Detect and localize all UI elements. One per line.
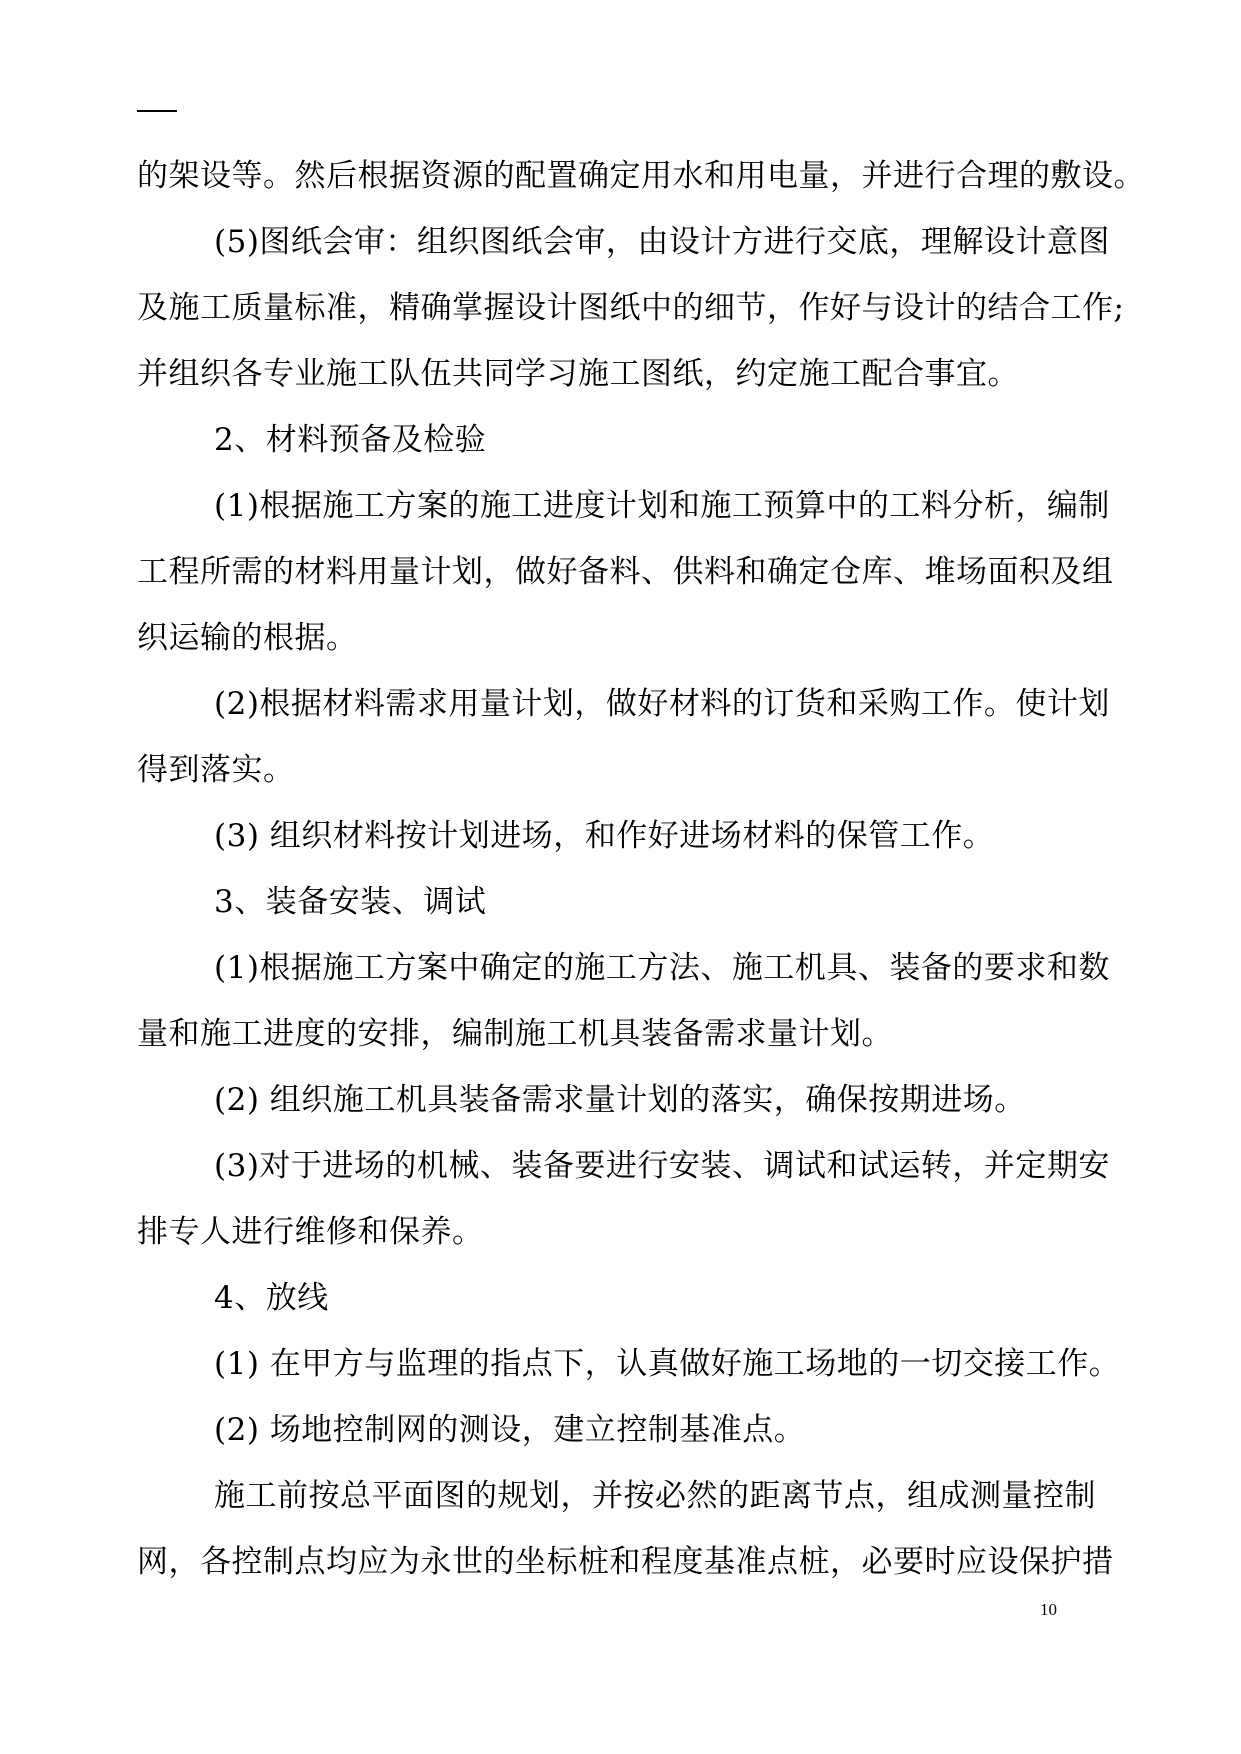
text-line: 的架设等。然后根据资源的配置确定用水和用电量，并进行合理的敷设。	[137, 158, 1145, 194]
text-line: (3) 组织材料按计划进场，和作好进场材料的保管工作。	[214, 818, 995, 854]
text-line: 网，各控制点均应为永世的坐标桩和程度基准点桩，必要时应设保护措	[137, 1544, 1114, 1580]
text-line: 织运输的根据。	[137, 620, 358, 656]
text-line: (1) 在甲方与监理的指点下，认真做好施工场地的一切交接工作。	[214, 1346, 1121, 1382]
text-line: (1)根据施工方案中确定的施工方法、施工机具、装备的要求和数	[214, 950, 1110, 986]
text-line: (1)根据施工方案的施工进度计划和施工预算中的工料分析，编制	[214, 488, 1110, 524]
section-heading: 3、装备安装、调试	[214, 884, 487, 920]
text-line: 并组织各专业施工队伍共同学习施工图纸，约定施工配合事宜。	[137, 356, 1019, 392]
text-line: 施工前按总平面图的规划，并按必然的距离节点，组成测量控制	[214, 1478, 1096, 1514]
text-line: (2) 场地控制网的测设，建立控制基准点。	[214, 1412, 806, 1448]
section-heading: 4、放线	[214, 1280, 329, 1316]
text-line: 排专人进行维修和保养。	[137, 1214, 484, 1250]
section-heading: 2、材料预备及检验	[214, 422, 487, 458]
top-rule	[137, 110, 177, 112]
text-line: 量和施工进度的安排，编制施工机具装备需求量计划。	[137, 1016, 893, 1052]
text-line: 及施工质量标准，精确掌握设计图纸中的细节，作好与设计的结合工作;	[137, 290, 1125, 326]
text-line: 得到落实。	[137, 752, 295, 788]
page-number: 10	[1040, 1600, 1057, 1619]
text-line: 工程所需的材料用量计划，做好备料、供料和确定仓库、堆场面积及组	[137, 554, 1114, 590]
text-line: (2) 组织施工机具装备需求量计划的落实，确保按期进场。	[214, 1082, 1026, 1118]
text-line: (5)图纸会审：组织图纸会审，由设计方进行交底，理解设计意图	[214, 224, 1110, 260]
text-line: (2)根据材料需求用量计划，做好材料的订货和采购工作。使计划	[214, 686, 1110, 722]
text-line: (3)对于进场的机械、装备要进行安装、调试和试运转，并定期安	[214, 1148, 1110, 1184]
